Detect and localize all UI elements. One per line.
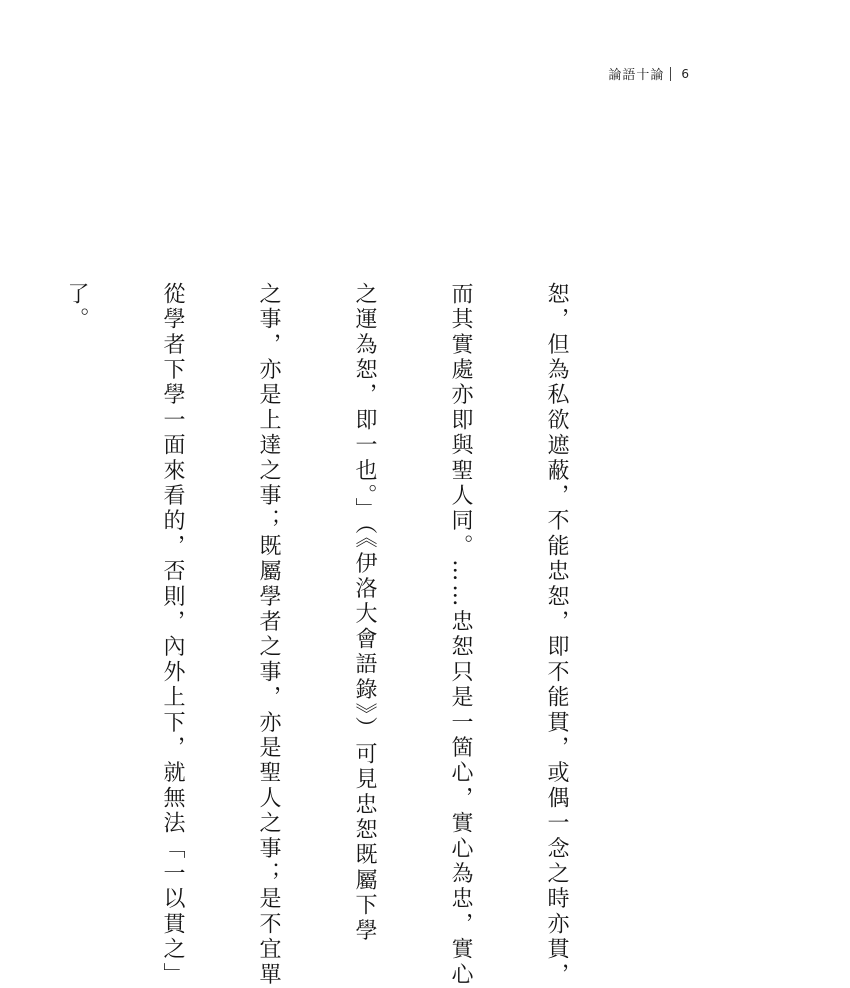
book-title: 論語十論: [608, 68, 665, 83]
text-column: 而其實處亦即與聖人同。……忠恕只是一箇心，實心為忠，實心: [448, 282, 473, 988]
text-column: 之事，亦是上達之事；既屬學者之事，亦是聖人之事；是不宜單: [256, 282, 281, 988]
text-column: 之運為恕，即一也。」（《伊洛大會語錄》）可見忠恕既屬下學: [352, 282, 377, 944]
running-header: [608, 64, 690, 83]
header-divider: [670, 67, 671, 81]
vertical-body-text: [0, 282, 636, 988]
page-number: 6: [681, 66, 690, 81]
text-column: 了。: [64, 282, 89, 333]
text-column: 從學者下學一面來看的，否則，內外上下，就無法「一以貫之」: [160, 282, 185, 988]
text-column: 恕，但為私欲遮蔽，不能忠恕，即不能貫，或偶一念之時亦貫，: [544, 282, 569, 988]
